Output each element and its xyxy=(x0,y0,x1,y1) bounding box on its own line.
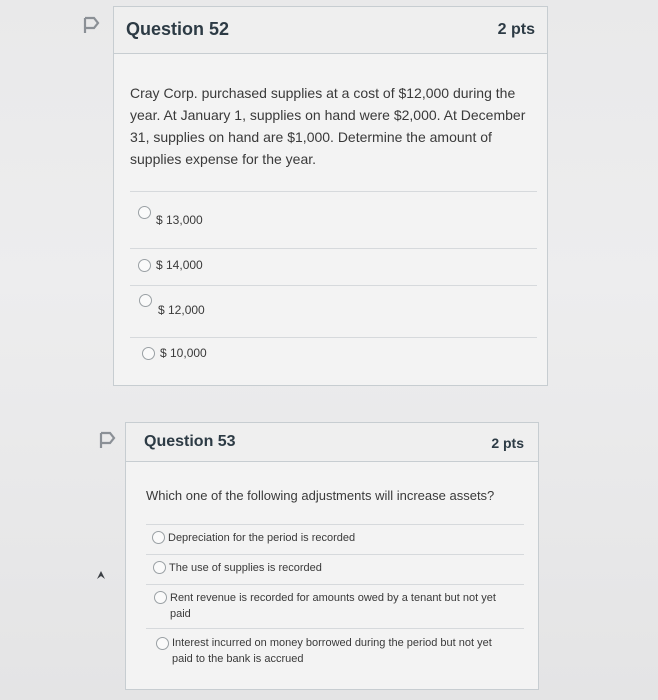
answer-label: Depreciation for the period is recorded xyxy=(168,532,356,544)
answer-radio[interactable] xyxy=(142,347,155,360)
answer-radio[interactable] xyxy=(138,259,151,272)
answer-divider xyxy=(146,524,524,525)
answer-label: The use of supplies is recorded xyxy=(169,562,322,574)
answer-label: Interest incurred on money borrowed during the period but not yet paid to the bank is accrued xyxy=(172,637,492,665)
answer-label: $ 10,000 xyxy=(160,346,207,360)
answer-label: $ 12,000 xyxy=(158,303,205,317)
question-text: Cray Corp. purchased supplies at a cost of $12,000 during the year. At January 1, supplies on hand were $2,000. At December 31, supplies on hand are $1,000. Determine the amount of supplies expense for the year. xyxy=(130,85,526,167)
answer-divider xyxy=(130,285,537,286)
question-title: Question 53 xyxy=(144,433,236,450)
flag-question-53-icon[interactable] xyxy=(98,430,118,450)
question-53-card xyxy=(125,422,539,690)
question-52-card xyxy=(113,6,548,386)
answer-divider xyxy=(146,584,524,585)
answer-radio[interactable] xyxy=(139,294,152,307)
answer-label: $ 13,000 xyxy=(156,213,203,227)
flag-question-52-icon[interactable] xyxy=(82,15,102,35)
answer-divider xyxy=(146,628,524,629)
answer-radio[interactable] xyxy=(154,591,167,604)
question-53-header xyxy=(126,423,538,462)
answer-divider xyxy=(130,337,537,338)
answer-radio[interactable] xyxy=(138,206,151,219)
answer-divider xyxy=(130,248,537,249)
question-points: 2 pts xyxy=(497,21,535,38)
answer-label: $ 14,000 xyxy=(156,258,203,272)
answer-radio[interactable] xyxy=(156,637,169,650)
question-text: Which one of the following adjustments will increase assets? xyxy=(146,488,495,503)
question-points: 2 pts xyxy=(491,435,524,451)
answer-radio[interactable] xyxy=(153,561,166,574)
mouse-cursor-icon xyxy=(95,568,107,586)
answer-radio[interactable] xyxy=(152,531,165,544)
answer-label: Rent revenue is recorded for amounts owed by a tenant but not yet paid xyxy=(170,592,496,620)
question-52-header xyxy=(114,7,547,54)
question-title: Question 52 xyxy=(126,19,230,39)
answer-divider xyxy=(146,554,524,555)
answer-divider xyxy=(130,191,537,192)
